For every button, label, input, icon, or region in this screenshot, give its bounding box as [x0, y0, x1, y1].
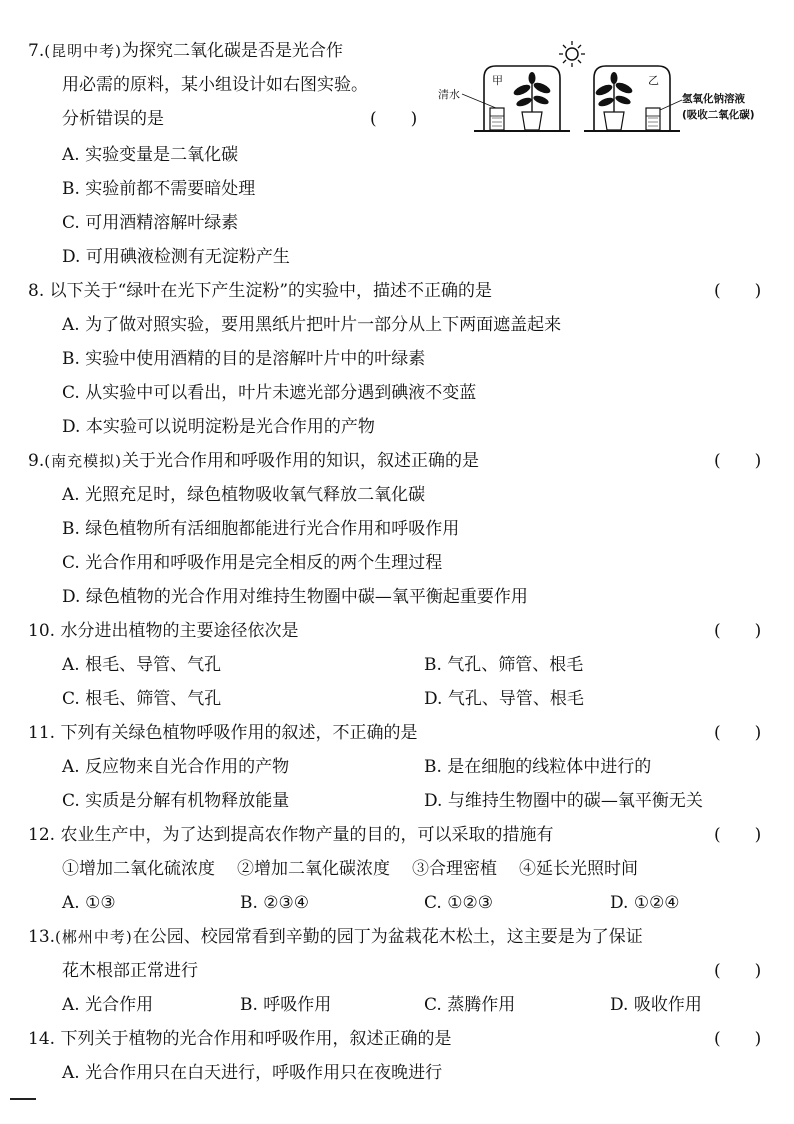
q12-measure-4: ④延长光照时间: [519, 859, 638, 879]
q12-option-c[interactable]: C. ①②③: [424, 893, 493, 913]
q9-option-b[interactable]: B. 绿色植物所有活细胞都能进行光合作用和呼吸作用: [62, 519, 460, 539]
q7-source: (昆明中考): [44, 42, 122, 60]
q8-option-b[interactable]: B. 实验中使用酒精的目的是溶解叶片中的叶绿素: [62, 349, 426, 369]
jar-a-label: 甲: [492, 74, 503, 87]
q9-answer-bracket[interactable]: ( ): [714, 451, 762, 471]
q9-option-c[interactable]: C. 光合作用和呼吸作用是完全相反的两个生理过程: [62, 553, 443, 573]
q11-option-c[interactable]: C. 实质是分解有机物释放能量: [62, 791, 290, 811]
q8-option-a[interactable]: A. 为了做对照实验，要用黑纸片把叶片一部分从上下两面遮盖起来: [62, 315, 562, 335]
q7-option-d[interactable]: D. 可用碘液检测有无淀粉产生: [62, 247, 290, 267]
q11-options-row-1: [0, 752, 794, 782]
q12-measure-3: ③合理密植: [412, 859, 497, 879]
q7-option-c[interactable]: C. 可用酒精溶解叶绿素: [62, 213, 239, 233]
q10-option-d[interactable]: D. 气孔、导管、根毛: [424, 689, 584, 709]
q10-option-c[interactable]: C. 根毛、筛管、气孔: [62, 689, 222, 709]
q9-option-d[interactable]: D. 绿色植物的光合作用对维持生物圈中碳—氧平衡起重要作用: [62, 587, 528, 607]
q13-stem-line-1: [28, 922, 794, 952]
q12-stem-line: [28, 820, 794, 850]
q10-options-row-2: [0, 684, 794, 714]
q12-stem: 12. 农业生产中，为了达到提高农作物产量的目的，可以采取的措施有: [28, 825, 554, 845]
q11-option-b[interactable]: B. 是在细胞的线粒体中进行的: [424, 757, 652, 777]
q12-options-row: [0, 888, 794, 918]
q14-stem: 14. 下列关于植物的光合作用和呼吸作用，叙述正确的是: [28, 1029, 452, 1049]
q9-option-a[interactable]: A. 光照充足时，绿色植物吸收氧气释放二氧化碳: [62, 485, 426, 505]
q12-measure-1: ①增加二氧化硫浓度: [62, 859, 215, 879]
bell-jar-a: [474, 66, 570, 131]
q7-option-b[interactable]: B. 实验前都不需要暗处理: [62, 179, 256, 199]
q9-number: 9.: [28, 451, 45, 471]
q11-stem-line: [28, 718, 794, 748]
sun-icon: [559, 41, 585, 67]
q14-option-a[interactable]: A. 光合作用只在白天进行，呼吸作用只在夜晚进行: [62, 1063, 443, 1083]
q12-measures: [62, 854, 794, 884]
q7-option-a[interactable]: A. 实验变量是二氧化碳: [62, 145, 239, 165]
q14-stem-line: [28, 1024, 794, 1054]
q12-answer-bracket[interactable]: ( ): [714, 825, 762, 845]
q13-number: 13.: [28, 927, 56, 947]
q9-source: (南充模拟): [44, 452, 122, 470]
q7-number: 7.: [28, 41, 45, 61]
naoh-note: (吸收二氧化碳): [682, 109, 755, 121]
q9-stem: 关于光合作用和呼吸作用的知识，叙述正确的是: [121, 451, 479, 471]
water-label: 清水: [438, 88, 460, 101]
q10-option-a[interactable]: A. 根毛、导管、气孔: [62, 655, 222, 675]
jar-b-label: 乙: [648, 74, 659, 87]
q13-option-d[interactable]: D. 吸收作用: [610, 995, 702, 1015]
q12-option-b[interactable]: B. ②③④: [240, 893, 310, 913]
q8-option-c[interactable]: C. 从实验中可以看出，叶片未遮光部分遇到碘液不变蓝: [62, 383, 477, 403]
q12-option-a[interactable]: A. ①③: [62, 893, 116, 913]
q13-options-row: [0, 990, 794, 1020]
q13-option-c[interactable]: C. 蒸腾作用: [424, 995, 516, 1015]
q7-stem-2: 用必需的原料，某小组设计如右图实验。: [62, 75, 368, 95]
q11-option-d[interactable]: D. 与维持生物圈中的碳—氧平衡无关: [424, 791, 703, 811]
q8-option-d[interactable]: D. 本实验可以说明淀粉是光合作用的产物: [62, 417, 375, 437]
q10-option-b[interactable]: B. 气孔、筛管、根毛: [424, 655, 584, 675]
q11-option-a[interactable]: A. 反应物来自光合作用的产物: [62, 757, 290, 777]
q7-stem-3: 分析错误的是: [62, 109, 164, 129]
q13-stem-line-2: [62, 956, 794, 986]
q7-stem-1: 为探究二氧化碳是否是光合作: [121, 41, 343, 61]
q7-experiment-diagram: [436, 38, 786, 138]
q8-answer-bracket[interactable]: ( ): [714, 281, 762, 301]
q13-stem-1: 在公园、校园常看到辛勤的园丁为盆栽花木松土，这主要是为了保证: [132, 927, 643, 947]
bell-jar-b: [584, 66, 680, 131]
q10-stem-line: [28, 616, 794, 646]
q12-measure-2: ②增加二氧化碳浓度: [237, 859, 390, 879]
q11-stem: 11. 下列有关绿色植物呼吸作用的叙述，不正确的是: [28, 723, 418, 743]
q7-answer-bracket[interactable]: ( ): [370, 109, 418, 129]
q14-answer-bracket[interactable]: ( ): [714, 1029, 762, 1049]
q13-answer-bracket[interactable]: ( ): [714, 961, 762, 981]
q10-options-row-1: [0, 650, 794, 680]
q8-stem-line: [28, 276, 794, 306]
q13-option-b[interactable]: B. 呼吸作用: [240, 995, 332, 1015]
q13-source: (郴州中考): [55, 928, 133, 946]
q11-answer-bracket[interactable]: ( ): [714, 723, 762, 743]
q10-stem: 10. 水分进出植物的主要途径依次是: [28, 621, 299, 641]
q11-options-row-2: [0, 786, 794, 816]
page-footer-dash: [10, 1098, 36, 1100]
q9-stem-line: [28, 446, 794, 476]
q10-answer-bracket[interactable]: ( ): [714, 621, 762, 641]
q8-stem: 8. 以下关于“绿叶在光下产生淀粉”的实验中，描述不正确的是: [28, 281, 493, 301]
q12-option-d[interactable]: D. ①②④: [610, 893, 680, 913]
q13-stem-2: 花木根部正常进行: [62, 961, 198, 981]
naoh-label: 氢氧化钠溶液: [682, 93, 745, 105]
q13-option-a[interactable]: A. 光合作用: [62, 995, 154, 1015]
